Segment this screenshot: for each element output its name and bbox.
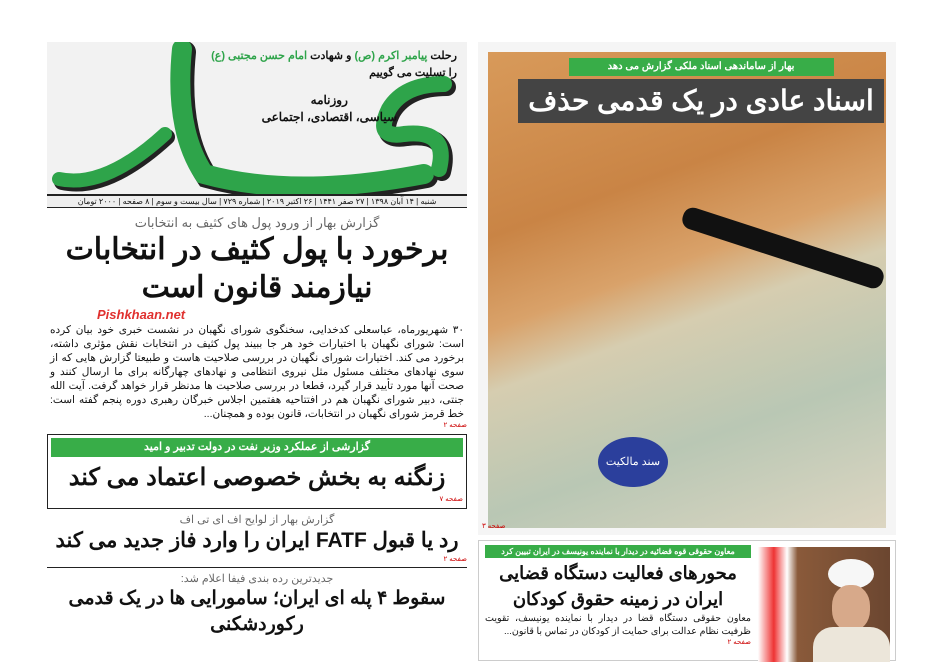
page-ref[interactable]: صفحه ۲ <box>727 639 751 646</box>
judiciary-text <box>485 545 751 648</box>
page-ref[interactable]: صفحه ۳ <box>482 523 506 530</box>
page-ref[interactable]: صفحه ۲ <box>443 556 467 563</box>
cover-headline: اسناد عادی در یک قدمی حذف <box>518 79 884 123</box>
tagline-line: روزنامه <box>310 93 348 107</box>
fifa-headline[interactable]: سقوط ۴ پله ای ایران؛ سامورایی ها در یک قدمی رکوردشکنی <box>68 588 446 635</box>
oil-kicker: گزارشی از عملکرد وزیر نفت در دولت تدبیر و امید <box>51 438 463 457</box>
condolence-note <box>211 48 457 82</box>
condolence-text: پیامبر اکرم (ص) <box>354 50 428 62</box>
cover-photo <box>488 52 886 528</box>
cover-kicker: بهار از ساماندهی اسناد ملکی گزارش می دهد <box>569 58 834 76</box>
condolence-text: رحلت <box>427 50 457 62</box>
masthead <box>47 42 467 194</box>
fifa-kicker: جدیدترین رده بندی فیفا اعلام شد: <box>180 573 334 585</box>
lead-body: ۳۰ شهریورماه، عباسعلی کدخدایی، سخنگوی شورای نگهبان در نشست خبری خود بیان کرده است: شورای نگهبان با اختیارات خود هر جا ببیند پول کثیف در انتخابات نقش مؤثری داشته، برخورد می کند. اختیارات شورای نگهبان در بررسی صلاحیت هاست و طبیعتا گزارش هایی که از سوی نهادهای مختلف مسئول مثل نیروی انتظامی و نهادهای چهارگانه برای ما ارسال کنند و صحت آنها مورد تأیید قرار گیرد، قطعا در بررسی صلاحیت ها مدنظر قرار خواهد گرفت. آیت الله جنتی، دبیر شورای نگهبان هم در افتتاحیه هفتمین اجلاس خبرگان رهبری دوره پنجم گفته است: خط قرمز شورای نگهبان در انتخابات، قانون بوده و همچنان... <box>50 324 464 420</box>
fatf-headline[interactable]: رد یا قبول FATF ایران را وارد فاز جدید می کند <box>55 529 459 552</box>
lead-kicker: گزارش بهار از ورود پول های کثیف به انتخابات <box>134 215 380 230</box>
cover-story[interactable] <box>478 42 896 535</box>
oil-story[interactable] <box>47 434 467 509</box>
judiciary-kicker: معاون حقوقی قوه قضائیه در دیدار با نماینده یونیسف در ایران تبیین کرد <box>485 545 751 558</box>
judiciary-headline-line: ایران در زمینه حقوق کودکان <box>512 589 724 609</box>
seal-icon: سند مالکیت <box>598 437 668 487</box>
cover-header <box>518 58 884 123</box>
oil-headline: زنگنه به بخش خصوصی اعتماد می کند <box>68 464 446 491</box>
lead-headline-line: برخورد با پول کثیف در انتخابات <box>65 233 449 266</box>
page-ref[interactable]: صفحه ۷ <box>439 496 463 503</box>
condolence-text: امام حسن مجتبی (ع) <box>211 50 308 62</box>
tagline-line: سیاسی، اقتصادی، اجتماعی <box>261 110 397 124</box>
fatf-kicker: گزارش بهار از لوایح اف ای تی اف <box>179 514 335 526</box>
robe-shape <box>813 627 890 662</box>
face-shape <box>832 585 870 631</box>
lead-headline[interactable] <box>47 231 467 307</box>
page-ref[interactable]: صفحه ۲ <box>443 422 467 429</box>
dateline: شنبه | ۱۴ آبان ۱۳۹۸ | ۲۷ صفر ۱۴۴۱ | ۲۶ اکتبر ۲۰۱۹ | شماره ۷۲۹ | سال بیست و سوم | ۸ صفحه | ۲۰۰۰ تومان <box>47 194 467 208</box>
pen-icon <box>680 205 887 291</box>
condolence-text: و شهادت <box>307 50 355 62</box>
left-column <box>47 42 467 638</box>
judiciary-body: معاون حقوقی دستگاه قضا در دیدار با نماینده یونیسف، تقویت ظرفیت نظام عدالت برای حمایت از کودکان در تماس با قانون... <box>485 613 751 637</box>
condolence-text: را تسلیت می گوییم <box>369 67 457 79</box>
judiciary-headline-line: محورهای فعالیت دستگاه قضایی <box>499 563 737 583</box>
judiciary-story[interactable] <box>478 540 896 661</box>
divider <box>47 567 467 568</box>
cleric-photo <box>758 547 890 662</box>
judiciary-headline <box>485 560 751 612</box>
watermark: Pishkhaan.net <box>97 307 186 322</box>
lead-headline-line: نیازمند قانون است <box>141 271 373 304</box>
tagline <box>262 92 397 126</box>
